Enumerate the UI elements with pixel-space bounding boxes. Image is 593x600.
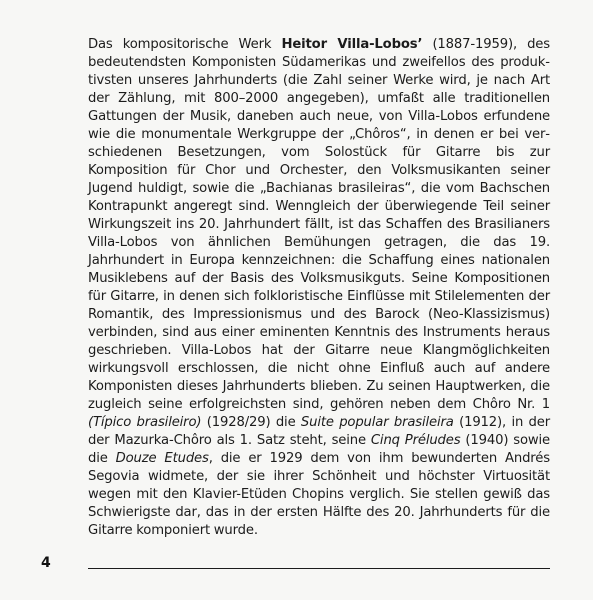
work-title: Suite popular brasileira (300, 415, 454, 430)
body-paragraph (88, 36, 550, 540)
work-title: Cinq Préludes (370, 433, 461, 448)
text-run: (1912), in der der Mazurka-Chôro als 1. Satz steht, seine (88, 415, 550, 448)
work-title: (Típico brasileiro) (88, 415, 202, 430)
text-run: (1940) sowie die (88, 433, 550, 466)
text-run: (1887-1959), des bedeutendsten Komponisten Südamerikas und zweifellos des produktivsten unseres Jahrhunderts (die Zahl seiner Werke wird, je nach Art der Zählung, mit 800–2000 angegeben), umfaßt alle traditionellen Gattungen der Musik, daneben auch neue, von Villa-Lobos erfundene wie die monumentale Werkgruppe der „Chôros“, in denen er bei verschiedenen Besetzungen, vom Solostück für Gitarre bis zur Komposition für Chor und Orchester, den Volksmusikanten seiner Jugend huldigt, sowie die „Bachianas brasileiras“, die vom Bachschen Kontrapunkt angeregt sind. Wenngleich der überwiegende Teil seiner Wirkungszeit ins 20. Jahrhundert fällt, ist das Schaffen des Brasilianers Villa-Lobos von ähnlichen Bemühungen getragen, die das 19. Jahrhundert in Europa kennzeichnen: die Schaffung eines nationalen Musiklebens auf der Basis des Volksmusikguts. Seine Kompositionen für Gitarre, in denen sich folkloristische Einflüsse mit Stilelementen der Romantik, des Impressionismus und des Barock (Neo-Klassizismus) verbinden, sind aus einer eminenten Kenntnis des Instruments heraus geschrieben. Villa-Lobos hat der Gitarre neue Klangmöglichkeiten wirkungsvoll erschlossen, die nicht ohne Einfluß auch auf andere Komponisten dieses Jahrhunderts blieben. Zu seinen Hauptwerken, die zugleich seine erfolgreichsten sind, gehören neben dem Chôro Nr. 1 (88, 37, 550, 412)
footer-rule (88, 568, 550, 569)
text-run: Das kompositorische Werk (88, 37, 282, 52)
work-title: Douze Etudes (115, 451, 209, 466)
text-run: , die er 1929 dem von ihm bewunderten Andrés Segovia widmete, der sie ihrer Schönheit und höchster Virtuosität wegen mit den Klavier-Etüden Chopins verglich. Sie stellen gewiß das Schwierigste dar, das in der ersten Hälfte des 20. Jahrhunderts für die Gitarre komponiert wurde. (88, 451, 550, 538)
page-number: 4 (41, 555, 51, 571)
text-run: (1928/29) die (201, 415, 301, 430)
composer-name: Heitor Villa-Lobos’ (281, 37, 423, 52)
